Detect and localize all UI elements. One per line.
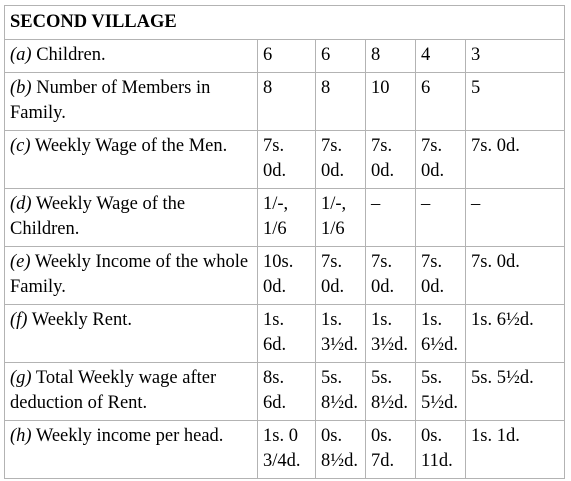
row-letter: (h) xyxy=(10,426,32,446)
row-label-e xyxy=(5,247,258,305)
table-body xyxy=(5,6,565,479)
value-cell: 1s. 1d. xyxy=(466,421,565,479)
row-label-d xyxy=(5,189,258,247)
row-label-a xyxy=(5,40,258,73)
value-cell: 5 xyxy=(466,73,565,131)
value-cell: 0s. 8½d. xyxy=(316,421,366,479)
value-cell: 1s. 3½d. xyxy=(316,305,366,363)
value-cell: 7s. 0d. xyxy=(416,131,466,189)
table-row-f xyxy=(5,305,565,363)
table-title: SECOND VILLAGE xyxy=(5,6,565,40)
row-label-text: Weekly Wage of the Children. xyxy=(10,194,186,239)
title-row xyxy=(5,6,565,40)
table-row-b xyxy=(5,73,565,131)
second-village-table xyxy=(4,5,565,479)
value-cell: 1/-, 1/6 xyxy=(258,189,316,247)
row-label-text: Weekly income per head. xyxy=(31,426,224,446)
value-cell: 4 xyxy=(416,40,466,73)
row-letter: (a) xyxy=(10,45,32,65)
value-cell: 7s. 0d. xyxy=(416,247,466,305)
value-cell: 1s. 0 3/4d. xyxy=(258,421,316,479)
table-row-a xyxy=(5,40,565,73)
row-label-h xyxy=(5,421,258,479)
row-label-text: Children. xyxy=(31,45,106,65)
value-cell: 3 xyxy=(466,40,565,73)
value-cell: 5s. 5½d. xyxy=(416,363,466,421)
row-letter: (d) xyxy=(10,194,32,214)
row-letter: (e) xyxy=(10,252,31,272)
row-label-text: Total Weekly wage after deduction of Rent. xyxy=(10,368,217,413)
value-cell: 7s. 0d. xyxy=(258,131,316,189)
value-cell: – xyxy=(416,189,466,247)
value-cell: 8 xyxy=(366,40,416,73)
row-letter: (g) xyxy=(10,368,32,388)
value-cell: 1s. 6½d. xyxy=(416,305,466,363)
row-label-f xyxy=(5,305,258,363)
value-cell: 8s. 6d. xyxy=(258,363,316,421)
value-cell: 8 xyxy=(258,73,316,131)
value-cell: 10s. 0d. xyxy=(258,247,316,305)
value-cell: 7s. 0d. xyxy=(316,131,366,189)
row-label-text: Weekly Income of the whole Family. xyxy=(10,252,249,297)
value-cell: 1s. 3½d. xyxy=(366,305,416,363)
value-cell: 5s. 5½d. xyxy=(466,363,565,421)
row-label-c xyxy=(5,131,258,189)
table-row-d xyxy=(5,189,565,247)
value-cell: 1s. 6½d. xyxy=(466,305,565,363)
value-cell: 5s. 8½d. xyxy=(316,363,366,421)
row-label-text: Number of Members in Family. xyxy=(10,78,211,123)
table-row-g xyxy=(5,363,565,421)
row-label-text: Weekly Rent. xyxy=(27,310,132,330)
value-cell: 6 xyxy=(316,40,366,73)
value-cell: 5s. 8½d. xyxy=(366,363,416,421)
row-letter: (c) xyxy=(10,136,31,156)
value-cell: 0s. 11d. xyxy=(416,421,466,479)
value-cell: 8 xyxy=(316,73,366,131)
value-cell: 7s. 0d. xyxy=(466,131,565,189)
row-label-b xyxy=(5,73,258,131)
value-cell: 1s. 6d. xyxy=(258,305,316,363)
row-label-text: Weekly Wage of the Men. xyxy=(30,136,228,156)
value-cell: 6 xyxy=(258,40,316,73)
row-letter: (b) xyxy=(10,78,32,98)
value-cell: 0s. 7d. xyxy=(366,421,416,479)
value-cell: 7s. 0d. xyxy=(466,247,565,305)
value-cell: 6 xyxy=(416,73,466,131)
value-cell: – xyxy=(366,189,416,247)
value-cell: 7s. 0d. xyxy=(316,247,366,305)
value-cell: 1/-, 1/6 xyxy=(316,189,366,247)
value-cell: 7s. 0d. xyxy=(366,131,416,189)
row-letter: (f) xyxy=(10,310,28,330)
value-cell: 10 xyxy=(366,73,416,131)
table-row-c xyxy=(5,131,565,189)
table-row-h xyxy=(5,421,565,479)
value-cell: – xyxy=(466,189,565,247)
row-label-g xyxy=(5,363,258,421)
table-row-e xyxy=(5,247,565,305)
value-cell: 7s. 0d. xyxy=(366,247,416,305)
